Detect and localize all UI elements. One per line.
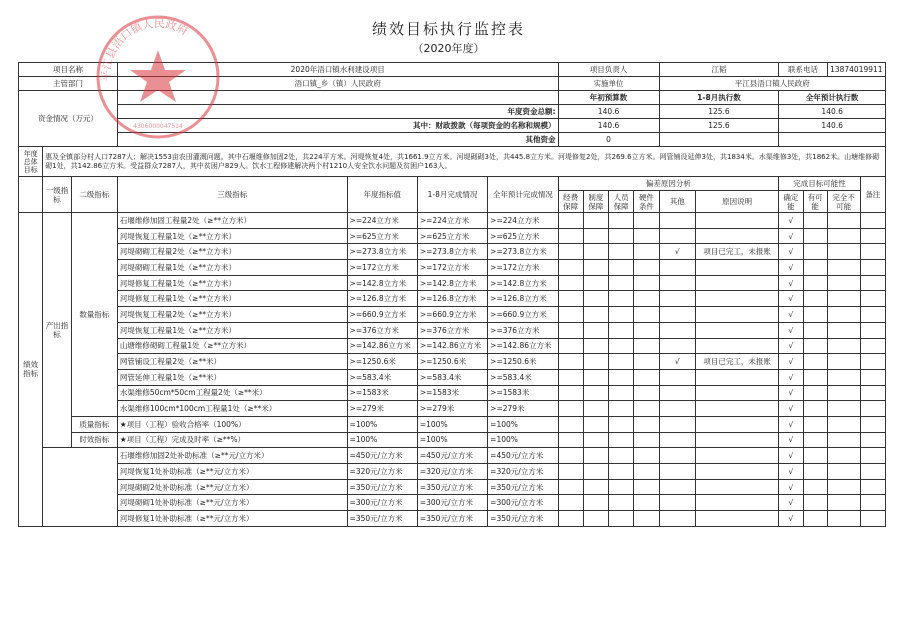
certain-check: √ bbox=[779, 369, 803, 385]
annual-value: >=376立方米 bbox=[347, 322, 417, 338]
header-l2: 二级指标 bbox=[71, 177, 117, 213]
indicator-row bbox=[19, 495, 886, 511]
certain-check: √ bbox=[779, 464, 803, 480]
exec-value: >=126.8立方米 bbox=[417, 291, 487, 307]
indicator-row bbox=[19, 260, 886, 276]
indicator-name: 水渠维修100cm*100cm工程量1处（≥**米） bbox=[117, 401, 347, 417]
annual-value: >=279米 bbox=[347, 401, 417, 417]
forecast-value: >=273.8立方米 bbox=[488, 244, 558, 260]
certain-check: √ bbox=[779, 416, 803, 432]
indicator-row bbox=[19, 464, 886, 480]
indicator-row bbox=[19, 213, 886, 229]
header-annual: 年度指标值 bbox=[347, 177, 417, 213]
manager-label: 项目负责人 bbox=[558, 63, 659, 77]
other-cause bbox=[659, 479, 695, 495]
annual-value: >=1583米 bbox=[347, 385, 417, 401]
certain-check: √ bbox=[779, 291, 803, 307]
annual-value: >=583.4米 bbox=[347, 369, 417, 385]
reason-text bbox=[695, 401, 779, 417]
indicator-name: 河堤修复1处补助标准（≥**元/立方米） bbox=[117, 511, 347, 527]
certain-check: √ bbox=[779, 275, 803, 291]
indicator-row bbox=[19, 307, 886, 323]
quality-label: 质量指标 bbox=[71, 416, 117, 432]
dept: 浯口镇_乡（镇）人民政府 bbox=[117, 77, 558, 91]
other-cause bbox=[659, 369, 695, 385]
indicator-row bbox=[19, 338, 886, 354]
reason-text bbox=[695, 495, 779, 511]
certain-check: √ bbox=[779, 448, 803, 464]
forecast-value: >=1250.6米 bbox=[488, 354, 558, 370]
certain-check: √ bbox=[779, 338, 803, 354]
indicator-name: 河堤砌砌工程量1处（≥**立方米） bbox=[117, 260, 347, 276]
reason-text bbox=[695, 432, 779, 448]
other-cause bbox=[659, 260, 695, 276]
timeliness-label: 时效指标 bbox=[71, 432, 117, 448]
forecast-value: >=172立方米 bbox=[488, 260, 558, 276]
funds-row: 其中：财政拨款（每项资金的名称和规模） 140.6 125.6 140.6 bbox=[19, 119, 886, 133]
forecast-value: >=583.4米 bbox=[488, 369, 558, 385]
unit-label: 实施单位 bbox=[558, 77, 659, 91]
annual-value: >=126.8立方米 bbox=[347, 291, 417, 307]
exec-value: >=172立方米 bbox=[417, 260, 487, 276]
forecast-value: >=1583米 bbox=[488, 385, 558, 401]
other-cause: √ bbox=[659, 244, 695, 260]
reason-text bbox=[695, 322, 779, 338]
project-name-label: 项目名称 bbox=[19, 63, 118, 77]
performance-table bbox=[18, 62, 886, 527]
indicator-row bbox=[19, 244, 886, 260]
exec-value: >=279米 bbox=[417, 401, 487, 417]
other-cause bbox=[659, 385, 695, 401]
header-exec: 1-8月完成情况 bbox=[417, 177, 487, 213]
phone: 13874019911 bbox=[827, 63, 885, 77]
forecast-value: =100% bbox=[488, 432, 558, 448]
reason-text bbox=[695, 338, 779, 354]
certain-check: √ bbox=[779, 244, 803, 260]
quantity-label: 数量指标 bbox=[71, 213, 117, 417]
exec-value: =300元/立方米 bbox=[417, 495, 487, 511]
exec-value: >=1583米 bbox=[417, 385, 487, 401]
annual-value: >=660.9立方米 bbox=[347, 307, 417, 323]
indicator-subheader-row: 经费保障 制度保障 人员保障 硬件条件 其他 原因说明 确定能 有可能 完全不可能 bbox=[19, 191, 886, 213]
exec-value: >=224立方米 bbox=[417, 213, 487, 229]
certain-check: √ bbox=[779, 495, 803, 511]
forecast-value: >=142.86立方米 bbox=[488, 338, 558, 354]
perf-label: 绩效指标 bbox=[19, 213, 43, 527]
reason-text bbox=[695, 275, 779, 291]
output-label: 产出指标 bbox=[43, 213, 72, 448]
forecast-value: >=376立方米 bbox=[488, 322, 558, 338]
certain-check: √ bbox=[779, 385, 803, 401]
other-cause bbox=[659, 307, 695, 323]
annual-value: >=224立方米 bbox=[347, 213, 417, 229]
header-l3: 三级指标 bbox=[117, 177, 347, 213]
reason-text bbox=[695, 511, 779, 527]
funds-header-row bbox=[19, 91, 886, 105]
exec-value: >=1250.6米 bbox=[417, 354, 487, 370]
reason-text bbox=[695, 291, 779, 307]
indicator-name: 河堤修复工程量1处（≥**立方米） bbox=[117, 291, 347, 307]
page-subtitle: （2020年度） bbox=[412, 42, 485, 55]
seal-text: 平江县浯口镇人民政府 bbox=[99, 17, 190, 82]
certain-check: √ bbox=[779, 401, 803, 417]
phone-label: 联系电话 bbox=[779, 63, 827, 77]
forecast-value: >=660.9立方米 bbox=[488, 307, 558, 323]
exec-value: =450元/立方米 bbox=[417, 448, 487, 464]
forecast-value: =450元/立方米 bbox=[488, 448, 558, 464]
indicator-header-row bbox=[19, 177, 886, 191]
indicator-name: 山塘维修砌砌工程量1处（≥**立方米） bbox=[117, 338, 347, 354]
other-cause bbox=[659, 416, 695, 432]
forecast-value: =320元/立方米 bbox=[488, 464, 558, 480]
indicator-name: 水渠维修50cm*50cm工程量2处（≥**米） bbox=[117, 385, 347, 401]
reason-text bbox=[695, 464, 779, 480]
annual-value: >=142.8立方米 bbox=[347, 275, 417, 291]
reason-text bbox=[695, 228, 779, 244]
reason-text bbox=[695, 479, 779, 495]
annual-value: >=142.86立方米 bbox=[347, 338, 417, 354]
annual-value: =450元/立方米 bbox=[347, 448, 417, 464]
exec-value: =350元/立方米 bbox=[417, 511, 487, 527]
overall-text: 惠及全镇部分村人口7287人；解决1553亩农田灌溉问题。其中石堰维修加固2处，共224平方米。河堤恢复4处，共1661.9立方米。河堤砌砌3处，共445.8立方米。河堤修复2处，共269.6立方米。网管铺设延伸3处，共1834米。水渠维修3处，共1862米。山塘维修砌砌1处，共142.86立方米。受益群众7287人，其中贫困户829人。饮水工程修建解决两个村1210人安全饮水问题及贫困户163人。 bbox=[43, 147, 886, 177]
indicator-row bbox=[19, 322, 886, 338]
exec-value: >=142.86立方米 bbox=[417, 338, 487, 354]
certain-check: √ bbox=[779, 479, 803, 495]
certain-check: √ bbox=[779, 432, 803, 448]
indicator-row bbox=[19, 401, 886, 417]
annual-value: =100% bbox=[347, 432, 417, 448]
exec-value: =100% bbox=[417, 432, 487, 448]
forecast-value: =100% bbox=[488, 416, 558, 432]
funds-col-forecast: 全年预计执行数 bbox=[779, 91, 886, 105]
exec-value: =320元/立方米 bbox=[417, 464, 487, 480]
page-title: 绩效目标执行监控表 bbox=[371, 20, 525, 38]
indicator-name: 河堤砌砌2处补助标准（≥**元/立方米） bbox=[117, 479, 347, 495]
indicator-name: 石堰维修加固工程量2处（≥**立方米） bbox=[117, 213, 347, 229]
other-cause bbox=[659, 432, 695, 448]
dept-label: 主管部门 bbox=[19, 77, 118, 91]
annual-value: =300元/立方米 bbox=[347, 495, 417, 511]
annual-value: >=625立方米 bbox=[347, 228, 417, 244]
forecast-value: =350元/立方米 bbox=[488, 511, 558, 527]
other-cause bbox=[659, 338, 695, 354]
annual-value: >=273.8立方米 bbox=[347, 244, 417, 260]
unit: 平江县浯口镇人民政府 bbox=[659, 77, 885, 91]
forecast-value: >=224立方米 bbox=[488, 213, 558, 229]
other-cause bbox=[659, 275, 695, 291]
indicator-name: 河堤砌砌1处补助标准（≥**元/立方米） bbox=[117, 495, 347, 511]
indicator-name: 河堤恢复工程量2处（≥**立方米） bbox=[117, 307, 347, 323]
indicator-name: 河堤恢复工程量1处（≥**立方米） bbox=[117, 322, 347, 338]
exec-value: >=625立方米 bbox=[417, 228, 487, 244]
indicator-name: 河堤修复工程量1处（≥**立方米） bbox=[117, 275, 347, 291]
annual-value: =320元/立方米 bbox=[347, 464, 417, 480]
certain-check: √ bbox=[779, 260, 803, 276]
other-cause bbox=[659, 511, 695, 527]
other-cause: √ bbox=[659, 354, 695, 370]
indicator-row bbox=[19, 228, 886, 244]
reason-text bbox=[695, 213, 779, 229]
funds-label: 资金情况（万元） bbox=[19, 91, 118, 147]
certain-check: √ bbox=[779, 228, 803, 244]
indicator-row bbox=[19, 448, 886, 464]
header-forecast: 全年预计完成情况 bbox=[488, 177, 558, 213]
indicator-row bbox=[19, 511, 886, 527]
annual-value: >=172立方米 bbox=[347, 260, 417, 276]
funds-row: 年度资金总额: 140.6 125.6 140.6 bbox=[19, 105, 886, 119]
certain-check: √ bbox=[779, 511, 803, 527]
reason-text bbox=[695, 307, 779, 323]
exec-value: >=376立方米 bbox=[417, 322, 487, 338]
other-cause bbox=[659, 228, 695, 244]
reason-text bbox=[695, 369, 779, 385]
indicator-row bbox=[19, 432, 886, 448]
exec-value: =100% bbox=[417, 416, 487, 432]
seal-number: 4306000047514 bbox=[133, 123, 183, 130]
project-name: 2020年浯口镇水利建设项目 bbox=[117, 63, 558, 77]
exec-value: >=142.8立方米 bbox=[417, 275, 487, 291]
indicator-name: 石堰维修加固2处补助标准（≥**元/立方米） bbox=[117, 448, 347, 464]
forecast-value: >=279米 bbox=[488, 401, 558, 417]
reason-text bbox=[695, 260, 779, 276]
forecast-value: =350元/立方米 bbox=[488, 479, 558, 495]
funds-row: 其他资金 0 bbox=[19, 133, 886, 147]
exec-value: >=660.9立方米 bbox=[417, 307, 487, 323]
header-l1: 一级指标 bbox=[43, 177, 72, 213]
exec-value: >=273.8立方米 bbox=[417, 244, 487, 260]
header-remark: 备注 bbox=[860, 177, 885, 213]
certain-check: √ bbox=[779, 354, 803, 370]
overall-label: 年度总体目标 bbox=[19, 147, 43, 177]
funds-col-budget: 年初预算数 bbox=[558, 91, 659, 105]
reason-text bbox=[695, 416, 779, 432]
other-cause bbox=[659, 448, 695, 464]
indicator-row bbox=[19, 291, 886, 307]
indicator-name: 河堤砌砌工程量2处（≥**立方米） bbox=[117, 244, 347, 260]
indicator-row bbox=[19, 385, 886, 401]
funds-col-exec: 1-8月执行数 bbox=[659, 91, 779, 105]
forecast-value: >=126.8立方米 bbox=[488, 291, 558, 307]
indicator-row bbox=[19, 369, 886, 385]
reason-text: 项目已完工，未报账 bbox=[695, 354, 779, 370]
indicator-name: 河堤恢复工程量1处（≥**立方米） bbox=[117, 228, 347, 244]
dept-row bbox=[19, 77, 886, 91]
indicator-row bbox=[19, 275, 886, 291]
indicator-name: 网管延伸工程量1处（≥**米） bbox=[117, 369, 347, 385]
indicator-row bbox=[19, 354, 886, 370]
indicator-name: ★项目（工程）验收合格率（100%） bbox=[117, 416, 347, 432]
other-cause bbox=[659, 322, 695, 338]
forecast-value: >=142.8立方米 bbox=[488, 275, 558, 291]
certain-check: √ bbox=[779, 307, 803, 323]
indicator-name: 网管铺设工程量2处（≥**米） bbox=[117, 354, 347, 370]
indicator-name: ★项目（工程）完成及时率（≥**%） bbox=[117, 432, 347, 448]
header-possibility: 完成目标可能性 bbox=[779, 177, 860, 191]
indicator-row bbox=[19, 479, 886, 495]
annual-value: =350元/立方米 bbox=[347, 479, 417, 495]
reason-text bbox=[695, 385, 779, 401]
project-row bbox=[19, 63, 886, 77]
header-deviation: 偏差原因分析 bbox=[558, 177, 779, 191]
overall-row bbox=[19, 147, 886, 177]
other-cause bbox=[659, 401, 695, 417]
forecast-value: >=625立方米 bbox=[488, 228, 558, 244]
certain-check: √ bbox=[779, 213, 803, 229]
annual-value: >=1250.6米 bbox=[347, 354, 417, 370]
other-cause bbox=[659, 464, 695, 480]
other-cause bbox=[659, 291, 695, 307]
indicator-name: 河堤恢复1处补助标准（≥**元/立方米） bbox=[117, 464, 347, 480]
exec-value: =350元/立方米 bbox=[417, 479, 487, 495]
manager: 江韬 bbox=[659, 63, 779, 77]
certain-check: √ bbox=[779, 322, 803, 338]
other-cause bbox=[659, 213, 695, 229]
reason-text bbox=[695, 448, 779, 464]
annual-value: =350元/立方米 bbox=[347, 511, 417, 527]
annual-value: =100% bbox=[347, 416, 417, 432]
indicator-row bbox=[19, 416, 886, 432]
reason-text: 项目已完工，未报账 bbox=[695, 244, 779, 260]
forecast-value: =300元/立方米 bbox=[488, 495, 558, 511]
exec-value: >=583.4米 bbox=[417, 369, 487, 385]
other-cause bbox=[659, 495, 695, 511]
